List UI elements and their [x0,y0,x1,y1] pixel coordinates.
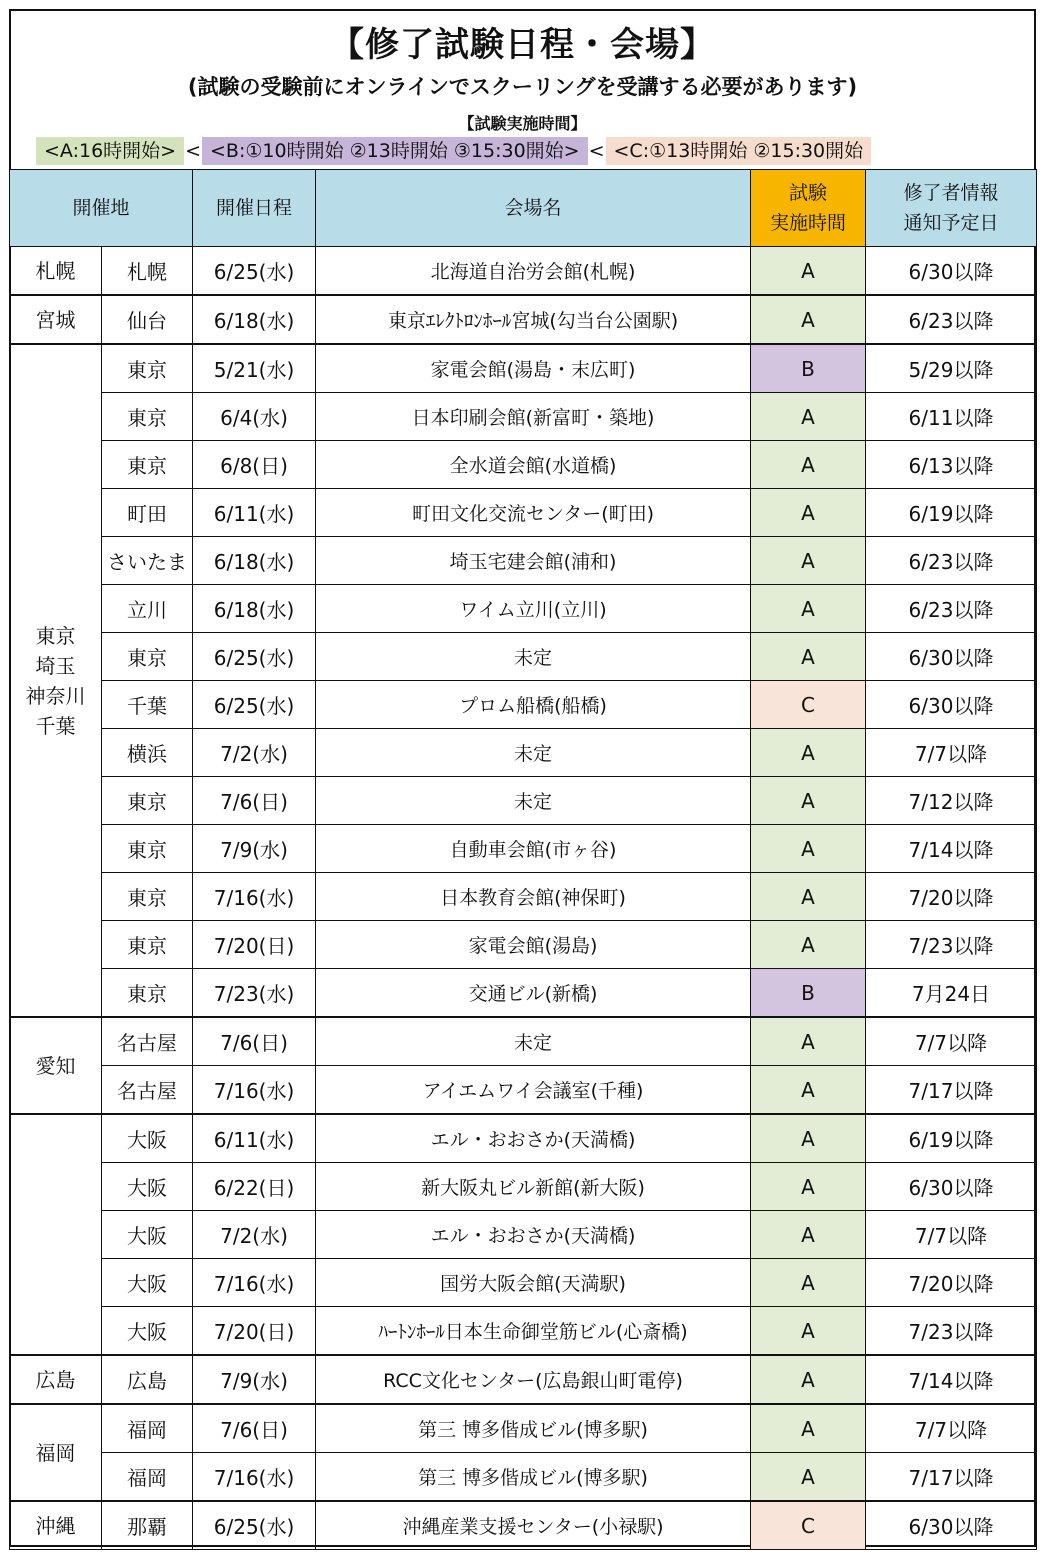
notice-date-cell: 7/20以降 [866,1259,1037,1307]
page-subtitle: (試験の受験前にオンラインでスクーリングを受講する必要があります) [187,75,858,99]
city-cell: 横浜 [102,729,193,777]
notice-date-cell: 7/23以降 [866,921,1037,969]
table-row [10,969,1037,1018]
exam-time-cell: C [751,681,866,729]
notice-date-cell: 7/14以降 [866,1355,1037,1404]
header-notice-line2: 通知予定日 [903,212,999,234]
city-cell: 東京 [102,873,193,921]
exam-time-cell: A [751,295,866,344]
date-cell: 7/6(日) [193,1017,316,1066]
date-cell: 7/6(日) [193,1404,316,1453]
city-cell: 名古屋 [102,1066,193,1115]
table-row [10,1404,1037,1453]
legend-a: <A:16時開始> [36,137,184,165]
date-cell: 6/25(水) [193,681,316,729]
venue-cell: 家電会館(湯島) [316,921,751,969]
exam-time-cell: A [751,1259,866,1307]
notice-date-cell: 6/19以降 [866,489,1037,537]
notice-date-cell: 6/30以降 [866,1501,1037,1550]
region-cell [10,1114,102,1355]
exam-time-cell: B [751,969,866,1018]
notice-date-cell: 6/23以降 [866,537,1037,585]
exam-time-cell: A [751,441,866,489]
region-cell [10,247,102,296]
venue-cell: プロム船橋(船橋) [316,681,751,729]
venue-cell: 新大阪丸ビル新館(新大阪) [316,1163,751,1211]
date-cell: 7/16(水) [193,873,316,921]
table-row [10,344,1037,393]
header-date: 開催日程 [193,170,316,247]
table-header-row [10,170,1037,247]
date-cell: 7/23(水) [193,969,316,1018]
venue-cell: 日本教育会館(神保町) [316,873,751,921]
city-cell: 立川 [102,585,193,633]
table-row [10,537,1037,585]
exam-time-cell: A [751,1017,866,1066]
city-cell: 広島 [102,1355,193,1404]
exam-time-cell: A [751,1404,866,1453]
table-row [10,921,1037,969]
date-cell: 7/2(水) [193,1211,316,1259]
exam-time-cell: B [751,344,866,393]
city-cell: 那覇 [102,1501,193,1550]
notice-date-cell: 6/11以降 [866,393,1037,441]
city-cell: 札幌 [102,247,193,296]
exam-time-cell: A [751,873,866,921]
table-row [10,1114,1037,1163]
exam-time-cell: A [751,489,866,537]
header-exam-time [751,170,866,247]
venue-cell: 未定 [316,1017,751,1066]
region-cell [10,1017,102,1114]
date-cell: 6/4(水) [193,393,316,441]
region-label: 沖縄 [35,1513,76,1538]
notice-date-cell: 6/23以降 [866,295,1037,344]
table-row [10,729,1037,777]
document-header [11,11,1034,169]
notice-date-cell: 7/7以降 [866,1404,1037,1453]
date-cell: 6/11(水) [193,489,316,537]
city-cell: 町田 [102,489,193,537]
notice-date-cell: 5/29以降 [866,344,1037,393]
table-row [10,295,1037,344]
notice-date-cell: 7/14以降 [866,825,1037,873]
venue-cell: 日本印刷会館(新富町・築地) [316,393,751,441]
table-row [10,825,1037,873]
exam-time-cell: A [751,1066,866,1115]
notice-date-cell: 6/30以降 [866,681,1037,729]
notice-date-cell: 6/13以降 [866,441,1037,489]
exam-time-cell: A [751,1114,866,1163]
table-row [10,633,1037,681]
venue-cell: 東京ｴﾚｸﾄﾛﾝﾎｰﾙ宮城(勾当台公園駅) [316,295,751,344]
table-row [10,247,1037,296]
notice-date-cell: 7/23以降 [866,1307,1037,1356]
region-cell [10,295,102,344]
table-row [10,1017,1037,1066]
city-cell: 大阪 [102,1211,193,1259]
notice-date-cell: 6/30以降 [866,1163,1037,1211]
venue-cell: ﾊｰﾄﾝﾎｰﾙ日本生命御堂筋ビル(心斎橋) [316,1307,751,1356]
exam-time-cell: A [751,537,866,585]
venue-cell: 埼玉宅建会館(浦和) [316,537,751,585]
venue-cell: 家電会館(湯島・末広町) [316,344,751,393]
schedule-body [10,247,1037,1550]
venue-cell: 未定 [316,633,751,681]
exam-time-cell: A [751,393,866,441]
venue-cell: ワイム立川(立川) [316,585,751,633]
legend-b: <B:①10時開始 ②13時開始 ③15:30開始> [202,137,588,165]
date-cell: 6/25(水) [193,247,316,296]
table-row [10,1307,1037,1356]
date-cell: 6/18(水) [193,585,316,633]
date-cell: 6/18(水) [193,295,316,344]
date-cell: 7/16(水) [193,1259,316,1307]
venue-cell: 北海道自治労会館(札幌) [316,247,751,296]
city-cell: 東京 [102,344,193,393]
region-label: 広島 [35,1367,76,1392]
legend-separator: < [588,140,605,162]
date-cell: 6/22(日) [193,1163,316,1211]
date-cell: 6/25(水) [193,1501,316,1550]
date-cell: 7/20(日) [193,1307,316,1356]
venue-cell: 第三 博多偕成ビル(博多駅) [316,1404,751,1453]
notice-date-cell: 7/20以降 [866,873,1037,921]
region-label: 福岡 [35,1440,76,1465]
city-cell: 大阪 [102,1114,193,1163]
notice-date-cell: 6/19以降 [866,1114,1037,1163]
venue-cell: 未定 [316,777,751,825]
header-notice-line1: 修了者情報 [903,182,999,204]
date-cell: 7/9(水) [193,825,316,873]
exam-time-label: 【試験実施時間】 [458,114,587,133]
time-legend [36,137,871,165]
city-cell: 東京 [102,441,193,489]
date-cell: 7/9(水) [193,1355,316,1404]
notice-date-cell: 6/30以降 [866,633,1037,681]
venue-cell: 交通ビル(新橋) [316,969,751,1018]
region-label: 埼玉 [35,653,76,678]
region-label: 愛知 [35,1053,76,1078]
legend-separator: < [185,140,202,162]
city-cell: 東京 [102,969,193,1018]
exam-time-cell: A [751,1307,866,1356]
venue-cell: 第三 博多偕成ビル(博多駅) [316,1453,751,1502]
city-cell: 大阪 [102,1163,193,1211]
notice-date-cell: 6/30以降 [866,247,1037,296]
notice-date-cell: 7/17以降 [866,1453,1037,1502]
exam-time-cell: A [751,633,866,681]
city-cell: 福岡 [102,1453,193,1502]
region-label: 東京 [35,623,76,648]
table-row [10,489,1037,537]
table-row [10,1211,1037,1259]
exam-time-cell: A [751,777,866,825]
region-label: 千葉 [35,713,76,738]
exam-time-cell: A [751,247,866,296]
table-row [10,1501,1037,1550]
city-cell: 大阪 [102,1259,193,1307]
schedule-document [9,9,1036,1547]
venue-cell: 町田文化交流センター(町田) [316,489,751,537]
header-exam-time-line2: 実施時間 [770,212,847,234]
date-cell: 7/20(日) [193,921,316,969]
table-row [10,585,1037,633]
page-title: 【修了試験日程・会場】 [330,25,715,65]
city-cell: 東京 [102,825,193,873]
date-cell: 7/6(日) [193,777,316,825]
exam-time-cell: A [751,1355,866,1404]
exam-time-cell: A [751,1211,866,1259]
city-cell: 大阪 [102,1307,193,1356]
header-region: 開催地 [10,170,193,247]
exam-time-cell: A [751,1163,866,1211]
city-cell: 仙台 [102,295,193,344]
notice-date-cell: 7/12以降 [866,777,1037,825]
region-label: 宮城 [35,307,76,332]
venue-cell: 未定 [316,729,751,777]
table-row [10,681,1037,729]
venue-cell: 全水道会館(水道橋) [316,441,751,489]
city-cell: 東京 [102,921,193,969]
table-row [10,1355,1037,1404]
notice-date-cell: 7/7以降 [866,1211,1037,1259]
date-cell: 6/8(日) [193,441,316,489]
venue-cell: エル・おおさか(天満橋) [316,1211,751,1259]
table-row [10,873,1037,921]
notice-date-cell: 6/23以降 [866,585,1037,633]
city-cell: 東京 [102,777,193,825]
header-venue: 会場名 [316,170,751,247]
table-row [10,1259,1037,1307]
table-row [10,441,1037,489]
city-cell: 東京 [102,633,193,681]
date-cell: 7/16(水) [193,1066,316,1115]
table-row [10,1453,1037,1502]
venue-cell: エル・おおさか(天満橋) [316,1114,751,1163]
header-notice-date [866,170,1037,247]
exam-time-cell: A [751,585,866,633]
exam-time-cell: C [751,1501,866,1550]
region-label: 札幌 [35,258,76,283]
table-row [10,1163,1037,1211]
venue-cell: アイエムワイ会議室(千種) [316,1066,751,1115]
region-label: 神奈川 [25,683,86,708]
notice-date-cell: 7/7以降 [866,1017,1037,1066]
region-cell [10,1355,102,1404]
city-cell: 名古屋 [102,1017,193,1066]
region-cell [10,1501,102,1550]
city-cell: 東京 [102,393,193,441]
venue-cell: 沖縄産業支援センター(小禄駅) [316,1501,751,1550]
venue-cell: 自動車会館(市ヶ谷) [316,825,751,873]
legend-c: <C:①13時開始 ②15:30開始 [606,137,872,165]
notice-date-cell: 7/7以降 [866,729,1037,777]
exam-time-cell: A [751,729,866,777]
date-cell: 6/18(水) [193,537,316,585]
date-cell: 7/16(水) [193,1453,316,1502]
venue-cell: RCC文化センター(広島銀山町電停) [316,1355,751,1404]
exam-time-cell: A [751,921,866,969]
date-cell: 6/25(水) [193,633,316,681]
exam-time-cell: A [751,825,866,873]
date-cell: 5/21(水) [193,344,316,393]
region-cell [10,1404,102,1501]
notice-date-cell: 7/17以降 [866,1066,1037,1115]
venue-cell: 国労大阪会館(天満駅) [316,1259,751,1307]
city-cell: さいたま [102,537,193,585]
table-row [10,1066,1037,1115]
city-cell: 千葉 [102,681,193,729]
exam-time-cell: A [751,1453,866,1502]
table-row [10,777,1037,825]
table-row [10,393,1037,441]
header-exam-time-line1: 試験 [789,182,828,204]
date-cell: 7/2(水) [193,729,316,777]
region-cell [10,344,102,1017]
schedule-table [9,169,1037,1550]
notice-date-cell: 7月24日 [866,969,1037,1018]
city-cell: 福岡 [102,1404,193,1453]
date-cell: 6/11(水) [193,1114,316,1163]
